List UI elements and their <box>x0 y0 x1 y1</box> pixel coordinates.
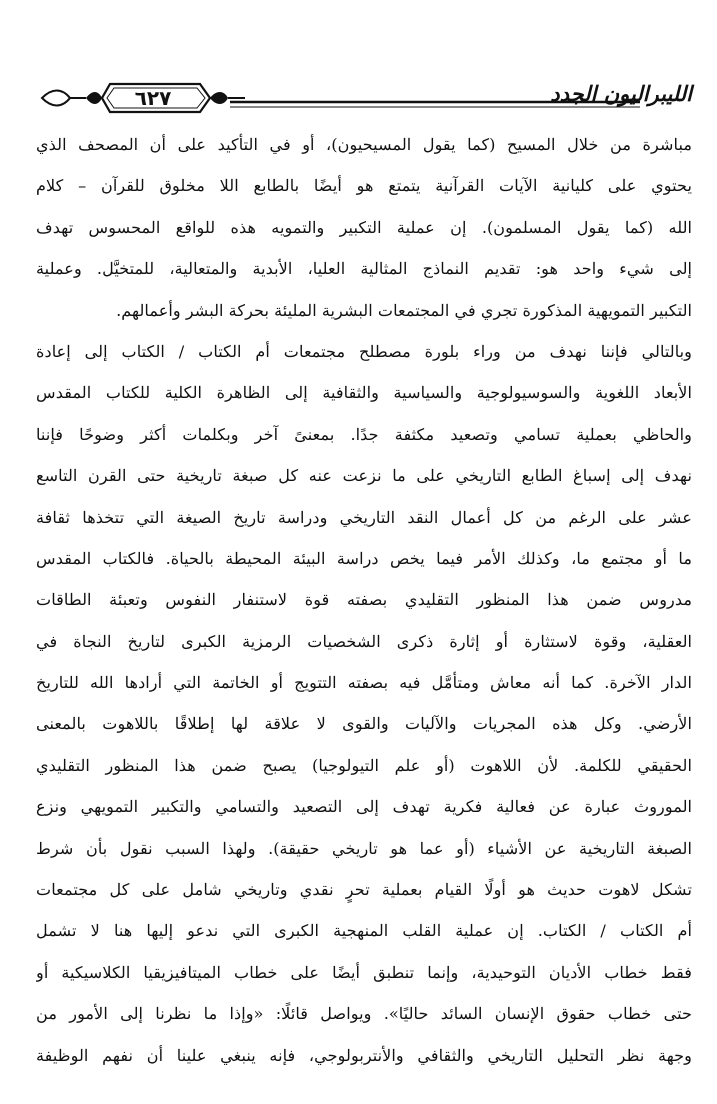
running-title: الليبراليون الجدد <box>550 82 692 106</box>
text-line: الأبعاد اللغوية والسوسيولوجية والسياسية والثقافية إلى الظاهرة الكلية للكتاب المقدس <box>36 383 692 403</box>
text-line: وبالتالي فإننا نهدف من وراء بلورة مصطلح مجتمعات أم الكتاب / الكتاب إلى إعادة <box>36 341 692 361</box>
running-header <box>40 78 692 124</box>
text-line: مدروس ضمن هذا المنظور التقليدي بصفته قوة لاستنفار النفوس وتعبئة الطاقات <box>36 590 692 610</box>
text-line: نهدف إلى إسباغ الطابع التاريخي على ما نزعت عنه كل صبغة تاريخية حتى القرن التاسع <box>36 466 692 486</box>
text-line: العقلية، وقوة لاستثارة أو إثارة ذكرى الشخصيات الرمزية الكبرى لتاريخ النجاة في <box>36 631 692 651</box>
body-text <box>36 124 692 1076</box>
text-line: الدار الآخرة. كما أنه معاش ومتأمَّل فيه بصفته التتويج أو الخاتمة التي أرادها الله للتاريخ <box>36 673 692 693</box>
text-line: إلى شيء واحد هو: تقديم النماذج المثالية العليا، الأبدية والمتعالية، للمتخيَّل. وعملية <box>36 259 692 279</box>
text-line: والحاظي بعملية تسامي وتصعيد مكثفة جدًا. بمعنىً آخر وبكلمات أكثر وضوحًا فإننا <box>36 424 692 444</box>
text-line: يحتوي على كليانية الآيات القرآنية يتمتع هو أيضًا بالطابع اللا مخلوق للقرآن – كلام <box>36 176 692 196</box>
text-line: مباشرة من خلال المسيح (كما يقول المسيحيون)، أو في التأكيد على أن المصحف الذي <box>36 135 692 154</box>
text-line: فقط خطاب الأديان التوحيدية، وإنما تنطبق أيضًا على خطاب الميتافيزيقيا الكلاسيكية أو <box>36 962 692 982</box>
page-number: ٦٢٧ <box>134 86 172 110</box>
text-line: حتى خطاب حقوق الإنسان السائد حاليًا». ويواصل قائلًا: «وإذا ما نظرنا إلى الأمور من <box>36 1004 692 1024</box>
text-line: وجهة نظر التحليل التاريخي والثقافي والأنتربولوجي، فإنه ينبغي علينا أن نفهم الوظيفة <box>36 1045 692 1065</box>
text-line: عشر على الرغم من كل أعمال النقد التاريخي ودراسة تاريخ الصيغة التي تتخذها ثقافة <box>36 507 692 527</box>
text-line: الأرضي. وكل هذه المجريات والآليات والقوى لا علاقة لها إطلاقًا باللاهوت بالمعنى <box>36 714 692 734</box>
text-line: ما أو مجتمع ما، وكذلك الأمر فيما يخص دراسة البيئة المحيطة بالحياة. فالكتاب المقدس <box>36 548 692 568</box>
text-line: أم الكتاب / الكتاب. إن عملية القلب المنهجية الكبرى التي ندعو إليها هنا لا تشمل <box>36 921 692 941</box>
text-line: الحقيقي للكلمة. لأن اللاهوت (أو علم التيولوجيا) يصبح ضمن هذا المنظور التقليدي <box>36 755 692 775</box>
text-line: الموروث عبارة عن فعالية فكرية تهدف إلى التصعيد والتسامي والتكبير التمويهي ونزع <box>36 797 692 817</box>
text-line: الله (كما يقول المسلمون). إن عملية التكبير والتمويه هذه للواقع المحسوس تهدف <box>36 217 692 237</box>
text-line: الصبغة التاريخية عن الأشياء (أو عما هو تاريخي حقيقة). ولهذا السبب نقول بأن شرط <box>36 838 692 858</box>
text-line: التكبير التمويهية المذكورة تجري في المجتمعات البشرية المليئة بحركة البشر وأعمالهم. <box>116 300 692 320</box>
text-line: تشكل لاهوت حديث هو أولًا القيام بعملية تحرٍ نقدي وتاريخي شامل على كل مجتمعات <box>36 880 692 900</box>
